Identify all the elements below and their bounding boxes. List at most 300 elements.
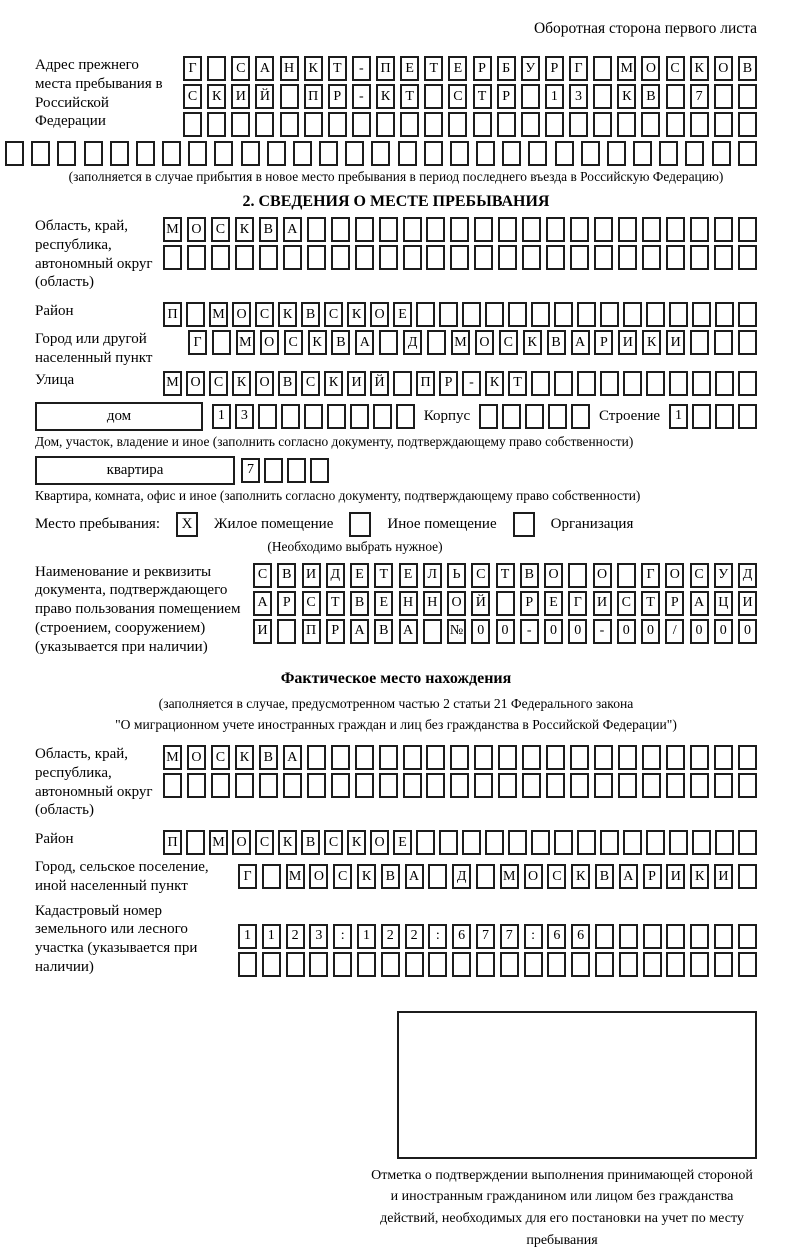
char-cell[interactable] <box>593 84 612 109</box>
char-cell[interactable]: Н <box>423 591 442 616</box>
char-cell[interactable] <box>355 773 374 798</box>
char-cell[interactable] <box>593 112 612 137</box>
char-cell[interactable]: Р <box>439 371 458 396</box>
char-cell[interactable]: П <box>163 830 182 855</box>
char-cell[interactable] <box>424 84 443 109</box>
residential-checkbox[interactable]: X <box>176 512 198 537</box>
char-cell[interactable]: К <box>347 302 366 327</box>
char-cell[interactable] <box>110 141 129 166</box>
char-cell[interactable]: В <box>350 591 369 616</box>
char-cell[interactable] <box>331 745 350 770</box>
char-cell[interactable]: О <box>475 330 494 355</box>
char-cell[interactable] <box>646 371 665 396</box>
char-cell[interactable]: С <box>301 371 320 396</box>
char-cell[interactable] <box>714 84 733 109</box>
char-cell[interactable]: В <box>547 330 566 355</box>
char-cell[interactable] <box>690 745 709 770</box>
char-cell[interactable] <box>426 745 445 770</box>
char-cell[interactable]: - <box>593 619 612 644</box>
char-cell[interactable] <box>188 141 207 166</box>
char-cell[interactable]: С <box>333 864 352 889</box>
char-cell[interactable]: Р <box>326 619 345 644</box>
char-cell[interactable] <box>379 773 398 798</box>
char-cell[interactable] <box>738 302 757 327</box>
char-cell[interactable]: А <box>255 56 274 81</box>
char-cell[interactable] <box>403 773 422 798</box>
char-cell[interactable] <box>692 302 711 327</box>
char-cell[interactable]: К <box>347 830 366 855</box>
char-cell[interactable]: С <box>324 302 343 327</box>
char-cell[interactable] <box>310 458 329 483</box>
char-cell[interactable]: Г <box>641 563 660 588</box>
char-cell[interactable]: Н <box>399 591 418 616</box>
char-cell[interactable] <box>714 924 733 949</box>
char-cell[interactable]: Г <box>238 864 257 889</box>
char-cell[interactable] <box>669 302 688 327</box>
char-cell[interactable]: О <box>232 830 251 855</box>
char-cell[interactable] <box>485 830 504 855</box>
char-cell[interactable] <box>498 245 517 270</box>
char-cell[interactable] <box>577 371 596 396</box>
char-cell[interactable]: О <box>370 830 389 855</box>
char-cell[interactable] <box>690 773 709 798</box>
char-cell[interactable] <box>522 245 541 270</box>
char-cell[interactable]: А <box>690 591 709 616</box>
char-cell[interactable] <box>235 245 254 270</box>
char-cell[interactable]: : <box>428 924 447 949</box>
char-cell[interactable] <box>187 773 206 798</box>
char-cell[interactable] <box>595 924 614 949</box>
char-cell[interactable]: 1 <box>212 404 231 429</box>
char-cell[interactable]: Е <box>350 563 369 588</box>
char-cell[interactable]: Т <box>473 84 492 109</box>
char-cell[interactable] <box>496 591 515 616</box>
char-cell[interactable] <box>426 245 445 270</box>
char-cell[interactable]: 7 <box>241 458 260 483</box>
char-cell[interactable] <box>554 371 573 396</box>
char-cell[interactable]: Т <box>326 591 345 616</box>
char-cell[interactable] <box>641 112 660 137</box>
char-cell[interactable] <box>619 924 638 949</box>
char-cell[interactable]: 3 <box>569 84 588 109</box>
char-cell[interactable] <box>485 302 504 327</box>
char-cell[interactable] <box>357 952 376 977</box>
char-cell[interactable] <box>666 112 685 137</box>
char-cell[interactable]: С <box>253 563 272 588</box>
char-cell[interactable] <box>286 952 305 977</box>
char-cell[interactable] <box>690 112 709 137</box>
char-cell[interactable]: А <box>283 745 302 770</box>
char-cell[interactable]: В <box>641 84 660 109</box>
char-cell[interactable]: В <box>381 864 400 889</box>
char-cell[interactable]: - <box>352 56 371 81</box>
char-cell[interactable] <box>473 112 492 137</box>
char-cell[interactable]: 6 <box>452 924 471 949</box>
char-cell[interactable] <box>690 330 709 355</box>
char-cell[interactable] <box>448 112 467 137</box>
char-cell[interactable] <box>643 952 662 977</box>
char-cell[interactable] <box>690 924 709 949</box>
char-cell[interactable]: 3 <box>309 924 328 949</box>
organization-checkbox[interactable] <box>513 512 535 537</box>
char-cell[interactable] <box>333 952 352 977</box>
char-cell[interactable]: 1 <box>238 924 257 949</box>
char-cell[interactable] <box>31 141 50 166</box>
char-cell[interactable] <box>498 773 517 798</box>
char-cell[interactable] <box>738 217 757 242</box>
char-cell[interactable] <box>428 952 447 977</box>
char-cell[interactable]: У <box>521 56 540 81</box>
char-cell[interactable]: 0 <box>738 619 757 644</box>
char-cell[interactable]: О <box>260 330 279 355</box>
char-cell[interactable] <box>521 112 540 137</box>
char-cell[interactable] <box>327 404 346 429</box>
char-cell[interactable] <box>666 952 685 977</box>
char-cell[interactable] <box>293 141 312 166</box>
char-cell[interactable] <box>646 830 665 855</box>
char-cell[interactable] <box>379 245 398 270</box>
char-cell[interactable] <box>474 245 493 270</box>
char-cell[interactable] <box>690 952 709 977</box>
char-cell[interactable] <box>666 924 685 949</box>
char-cell[interactable] <box>714 773 733 798</box>
char-cell[interactable] <box>618 745 637 770</box>
char-cell[interactable]: : <box>333 924 352 949</box>
char-cell[interactable]: Д <box>738 563 757 588</box>
char-cell[interactable] <box>521 84 540 109</box>
char-cell[interactable]: Е <box>393 830 412 855</box>
char-cell[interactable] <box>381 952 400 977</box>
char-cell[interactable] <box>352 112 371 137</box>
char-cell[interactable] <box>714 112 733 137</box>
char-cell[interactable]: Й <box>471 591 490 616</box>
char-cell[interactable] <box>476 141 495 166</box>
char-cell[interactable]: Ц <box>714 591 733 616</box>
char-cell[interactable]: М <box>209 302 228 327</box>
char-cell[interactable]: П <box>302 619 321 644</box>
char-cell[interactable] <box>136 141 155 166</box>
char-cell[interactable] <box>416 830 435 855</box>
char-cell[interactable]: Й <box>370 371 389 396</box>
char-cell[interactable] <box>355 245 374 270</box>
char-cell[interactable] <box>450 217 469 242</box>
char-cell[interactable] <box>163 245 182 270</box>
char-cell[interactable] <box>474 745 493 770</box>
char-cell[interactable] <box>212 330 231 355</box>
char-cell[interactable] <box>186 830 205 855</box>
char-cell[interactable] <box>405 952 424 977</box>
char-cell[interactable]: Р <box>545 56 564 81</box>
char-cell[interactable]: Д <box>403 330 422 355</box>
char-cell[interactable] <box>666 217 685 242</box>
apartment-type-box[interactable]: квартира <box>35 456 235 485</box>
char-cell[interactable]: С <box>211 745 230 770</box>
char-cell[interactable] <box>423 619 442 644</box>
char-cell[interactable] <box>259 245 278 270</box>
char-cell[interactable]: О <box>187 217 206 242</box>
char-cell[interactable] <box>659 141 678 166</box>
char-cell[interactable]: К <box>278 302 297 327</box>
char-cell[interactable] <box>666 84 685 109</box>
char-cell[interactable] <box>238 952 257 977</box>
char-cell[interactable] <box>623 830 642 855</box>
char-cell[interactable]: Г <box>569 56 588 81</box>
char-cell[interactable] <box>522 745 541 770</box>
char-cell[interactable] <box>426 217 445 242</box>
char-cell[interactable]: С <box>284 330 303 355</box>
char-cell[interactable] <box>714 217 733 242</box>
char-cell[interactable] <box>607 141 626 166</box>
char-cell[interactable] <box>738 112 757 137</box>
char-cell[interactable]: М <box>286 864 305 889</box>
char-cell[interactable]: С <box>666 56 685 81</box>
char-cell[interactable] <box>328 112 347 137</box>
char-cell[interactable] <box>617 112 636 137</box>
char-cell[interactable]: Д <box>452 864 471 889</box>
char-cell[interactable] <box>307 745 326 770</box>
char-cell[interactable] <box>474 217 493 242</box>
char-cell[interactable] <box>500 952 519 977</box>
char-cell[interactable] <box>738 330 757 355</box>
char-cell[interactable] <box>546 217 565 242</box>
char-cell[interactable]: Т <box>496 563 515 588</box>
char-cell[interactable] <box>304 404 323 429</box>
char-cell[interactable] <box>57 141 76 166</box>
char-cell[interactable] <box>581 141 600 166</box>
char-cell[interactable] <box>355 217 374 242</box>
char-cell[interactable]: К <box>571 864 590 889</box>
char-cell[interactable] <box>738 924 757 949</box>
char-cell[interactable] <box>618 217 637 242</box>
char-cell[interactable]: К <box>235 217 254 242</box>
char-cell[interactable] <box>646 302 665 327</box>
char-cell[interactable] <box>309 952 328 977</box>
char-cell[interactable]: С <box>324 830 343 855</box>
char-cell[interactable] <box>396 404 415 429</box>
char-cell[interactable] <box>416 302 435 327</box>
char-cell[interactable]: Н <box>280 56 299 81</box>
char-cell[interactable]: 0 <box>496 619 515 644</box>
char-cell[interactable]: Т <box>328 56 347 81</box>
char-cell[interactable] <box>474 773 493 798</box>
char-cell[interactable] <box>600 371 619 396</box>
char-cell[interactable] <box>594 773 613 798</box>
char-cell[interactable] <box>183 112 202 137</box>
char-cell[interactable]: № <box>447 619 466 644</box>
char-cell[interactable]: О <box>187 745 206 770</box>
char-cell[interactable] <box>600 302 619 327</box>
char-cell[interactable] <box>277 619 296 644</box>
char-cell[interactable]: К <box>376 84 395 109</box>
char-cell[interactable] <box>577 830 596 855</box>
char-cell[interactable]: 2 <box>405 924 424 949</box>
char-cell[interactable]: Т <box>374 563 393 588</box>
char-cell[interactable]: Е <box>544 591 563 616</box>
char-cell[interactable] <box>262 952 281 977</box>
char-cell[interactable] <box>570 245 589 270</box>
char-cell[interactable] <box>403 245 422 270</box>
char-cell[interactable]: Р <box>277 591 296 616</box>
other-premises-checkbox[interactable] <box>349 512 371 537</box>
char-cell[interactable] <box>547 952 566 977</box>
char-cell[interactable]: К <box>304 56 323 81</box>
char-cell[interactable]: К <box>690 864 709 889</box>
char-cell[interactable]: 7 <box>500 924 519 949</box>
char-cell[interactable]: О <box>544 563 563 588</box>
char-cell[interactable] <box>666 745 685 770</box>
char-cell[interactable]: 0 <box>544 619 563 644</box>
char-cell[interactable]: И <box>738 591 757 616</box>
char-cell[interactable] <box>255 112 274 137</box>
char-cell[interactable]: А <box>399 619 418 644</box>
char-cell[interactable] <box>379 217 398 242</box>
char-cell[interactable]: К <box>324 371 343 396</box>
char-cell[interactable] <box>393 371 412 396</box>
char-cell[interactable]: Е <box>393 302 412 327</box>
char-cell[interactable]: С <box>302 591 321 616</box>
char-cell[interactable]: И <box>302 563 321 588</box>
char-cell[interactable] <box>738 371 757 396</box>
char-cell[interactable]: П <box>416 371 435 396</box>
char-cell[interactable] <box>642 245 661 270</box>
char-cell[interactable] <box>186 302 205 327</box>
char-cell[interactable]: В <box>278 371 297 396</box>
char-cell[interactable]: Й <box>255 84 274 109</box>
char-cell[interactable] <box>594 745 613 770</box>
char-cell[interactable]: Т <box>508 371 527 396</box>
char-cell[interactable]: В <box>301 830 320 855</box>
char-cell[interactable] <box>642 217 661 242</box>
char-cell[interactable] <box>738 864 757 889</box>
char-cell[interactable]: О <box>714 56 733 81</box>
char-cell[interactable] <box>738 141 757 166</box>
char-cell[interactable]: К <box>523 330 542 355</box>
char-cell[interactable]: О <box>309 864 328 889</box>
char-cell[interactable] <box>398 141 417 166</box>
char-cell[interactable]: 0 <box>714 619 733 644</box>
house-type-box[interactable]: дом <box>35 402 203 431</box>
char-cell[interactable]: И <box>347 371 366 396</box>
char-cell[interactable] <box>669 371 688 396</box>
char-cell[interactable] <box>267 141 286 166</box>
char-cell[interactable] <box>371 141 390 166</box>
char-cell[interactable]: А <box>405 864 424 889</box>
char-cell[interactable] <box>84 141 103 166</box>
char-cell[interactable] <box>304 112 323 137</box>
char-cell[interactable] <box>307 773 326 798</box>
char-cell[interactable] <box>498 217 517 242</box>
char-cell[interactable]: Е <box>374 591 393 616</box>
char-cell[interactable] <box>508 302 527 327</box>
char-cell[interactable] <box>211 245 230 270</box>
char-cell[interactable]: М <box>163 745 182 770</box>
char-cell[interactable] <box>241 141 260 166</box>
char-cell[interactable]: В <box>738 56 757 81</box>
char-cell[interactable] <box>714 952 733 977</box>
char-cell[interactable]: М <box>163 371 182 396</box>
char-cell[interactable] <box>281 404 300 429</box>
char-cell[interactable] <box>207 112 226 137</box>
char-cell[interactable] <box>376 112 395 137</box>
char-cell[interactable]: А <box>571 330 590 355</box>
char-cell[interactable]: К <box>690 56 709 81</box>
char-cell[interactable] <box>428 864 447 889</box>
char-cell[interactable]: К <box>232 371 251 396</box>
char-cell[interactable]: Р <box>497 84 516 109</box>
char-cell[interactable]: 0 <box>617 619 636 644</box>
char-cell[interactable] <box>264 458 283 483</box>
char-cell[interactable] <box>211 773 230 798</box>
char-cell[interactable]: Г <box>188 330 207 355</box>
char-cell[interactable]: 7 <box>690 84 709 109</box>
char-cell[interactable]: 0 <box>641 619 660 644</box>
char-cell[interactable] <box>262 864 281 889</box>
char-cell[interactable]: А <box>619 864 638 889</box>
char-cell[interactable] <box>531 302 550 327</box>
char-cell[interactable] <box>426 773 445 798</box>
char-cell[interactable] <box>692 404 711 429</box>
char-cell[interactable]: И <box>666 864 685 889</box>
char-cell[interactable] <box>595 952 614 977</box>
char-cell[interactable]: К <box>308 330 327 355</box>
char-cell[interactable]: И <box>231 84 250 109</box>
char-cell[interactable] <box>618 773 637 798</box>
char-cell[interactable] <box>642 745 661 770</box>
char-cell[interactable] <box>502 404 521 429</box>
char-cell[interactable] <box>571 952 590 977</box>
char-cell[interactable]: О <box>524 864 543 889</box>
char-cell[interactable] <box>476 864 495 889</box>
char-cell[interactable]: С <box>209 371 228 396</box>
char-cell[interactable]: 1 <box>262 924 281 949</box>
char-cell[interactable]: К <box>642 330 661 355</box>
char-cell[interactable]: Р <box>594 330 613 355</box>
char-cell[interactable]: И <box>593 591 612 616</box>
char-cell[interactable] <box>690 245 709 270</box>
char-cell[interactable]: П <box>376 56 395 81</box>
char-cell[interactable] <box>462 302 481 327</box>
char-cell[interactable] <box>715 404 734 429</box>
char-cell[interactable] <box>400 112 419 137</box>
char-cell[interactable] <box>231 112 250 137</box>
char-cell[interactable] <box>546 245 565 270</box>
char-cell[interactable]: И <box>714 864 733 889</box>
char-cell[interactable]: П <box>163 302 182 327</box>
char-cell[interactable] <box>403 745 422 770</box>
char-cell[interactable] <box>738 245 757 270</box>
char-cell[interactable]: Р <box>328 84 347 109</box>
char-cell[interactable] <box>643 924 662 949</box>
char-cell[interactable]: К <box>207 84 226 109</box>
char-cell[interactable] <box>570 745 589 770</box>
char-cell[interactable]: Р <box>665 591 684 616</box>
char-cell[interactable] <box>439 830 458 855</box>
char-cell[interactable]: О <box>641 56 660 81</box>
char-cell[interactable] <box>331 245 350 270</box>
char-cell[interactable]: Е <box>448 56 467 81</box>
char-cell[interactable] <box>452 952 471 977</box>
char-cell[interactable]: В <box>520 563 539 588</box>
char-cell[interactable] <box>528 141 547 166</box>
char-cell[interactable] <box>715 830 734 855</box>
char-cell[interactable]: В <box>259 217 278 242</box>
char-cell[interactable]: К <box>278 830 297 855</box>
char-cell[interactable] <box>187 245 206 270</box>
char-cell[interactable]: А <box>355 330 374 355</box>
char-cell[interactable] <box>554 830 573 855</box>
char-cell[interactable] <box>319 141 338 166</box>
char-cell[interactable]: / <box>665 619 684 644</box>
